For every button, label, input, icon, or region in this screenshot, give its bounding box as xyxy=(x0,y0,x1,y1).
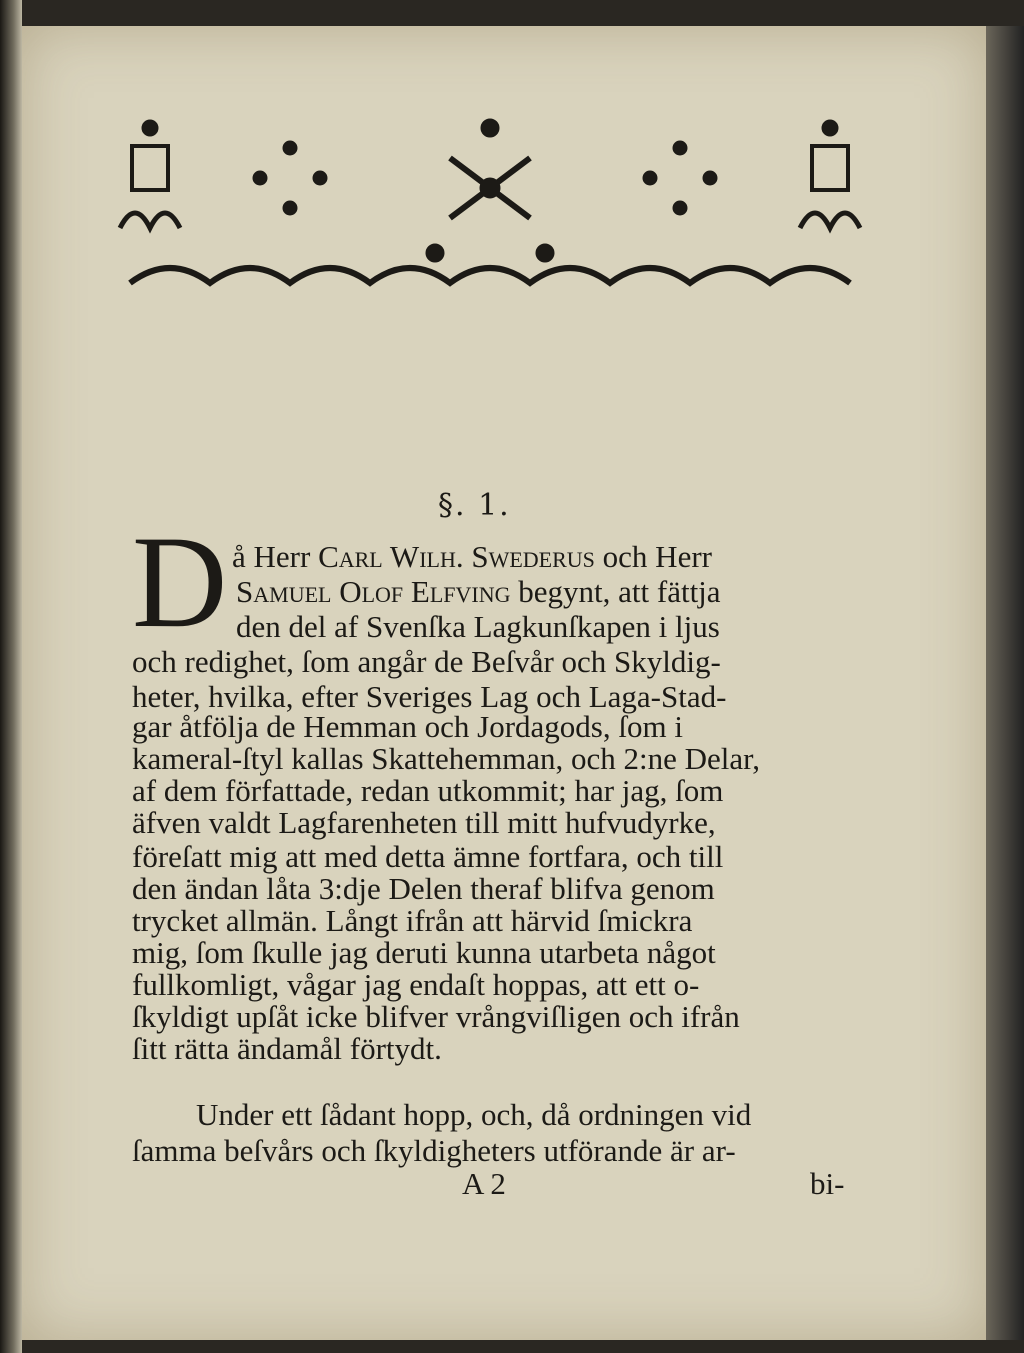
text-line: fullkomligt, vågar jag endaſt hoppas, att ett o- xyxy=(132,967,700,1002)
headpiece-center xyxy=(426,119,554,262)
text-line: ſamma beſvårs och ſkyldigheters utförande är ar- xyxy=(132,1133,736,1168)
text-line: å Herr Carl Wilh. Swederus och Herr xyxy=(232,539,712,574)
page-edge xyxy=(986,26,1024,1340)
text-line: föreſatt mig att med detta ämne fortfara, och till xyxy=(132,839,724,874)
signature-mark: A 2 xyxy=(462,1166,506,1201)
catchword: bi- xyxy=(810,1166,845,1201)
section-heading: §. 1. xyxy=(438,488,511,523)
decorative-headpiece xyxy=(110,108,870,318)
text-line: Samuel Olof Elfving begynt, att fättja xyxy=(236,574,721,609)
text-line: den ändan låta 3:dje Delen theraf blifva genom xyxy=(132,871,715,906)
drop-cap: D xyxy=(132,508,228,655)
headpiece-right-cluster xyxy=(800,120,860,228)
text-line: mig, ſom ſkulle jag deruti kunna utarbeta något xyxy=(132,935,716,970)
text-line: den del af Svenſka Lagkunſkapen i ljus xyxy=(236,609,720,644)
book-spine xyxy=(0,0,22,1353)
text-line: ſitt rätta ändamål förtydt. xyxy=(132,1031,442,1066)
text-line: heter, hvilka, efter Sveriges Lag och Laga-Stad- xyxy=(132,679,727,714)
text-line: gar åtfölja de Hemman och Jordagods, ſom i xyxy=(132,709,683,744)
headpiece-fleur-left xyxy=(253,141,327,215)
text-line: kameral-ſtyl kallas Skattehemman, och 2:ne Delar, xyxy=(132,741,761,776)
text-line: och redighet, ſom angår de Beſvår och Skyldig- xyxy=(132,644,721,679)
text-line: ſkyldigt upſåt icke blifver vrångviſligen och ifrån xyxy=(132,999,740,1034)
headpiece-fleur-right xyxy=(643,141,717,215)
headpiece-scroll-band xyxy=(130,268,850,283)
text-line: af dem författade, redan utkommit; har jag, ſom xyxy=(132,773,724,808)
text-line: trycket allmän. Långt ifrån att härvid ſmickra xyxy=(132,903,693,938)
text-line: äfven valdt Lagfarenheten till mitt hufvudyrke, xyxy=(132,805,716,840)
text-line: Under ett ſådant hopp, och, då ordningen vid xyxy=(196,1097,752,1132)
headpiece-left-cluster xyxy=(120,120,180,228)
